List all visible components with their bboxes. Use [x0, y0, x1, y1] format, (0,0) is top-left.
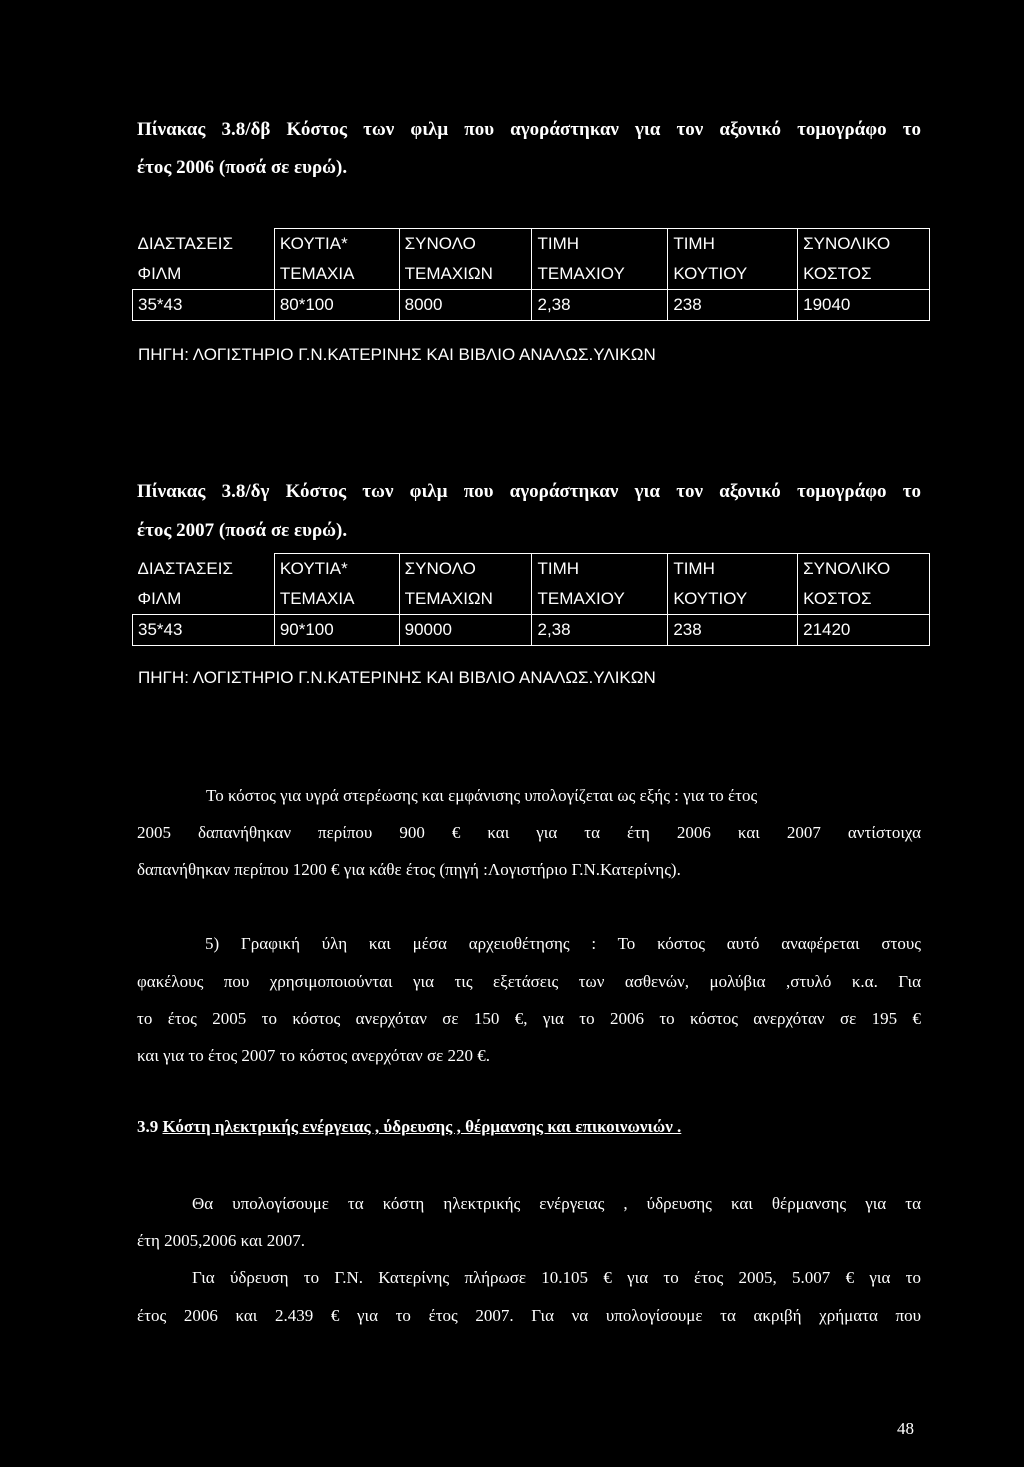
table2-header-cell: ΦΙΛΜ — [133, 584, 275, 615]
table2 — [132, 553, 930, 646]
table1-header-cell: ΤΕΜΑΧΙΟΥ — [532, 259, 668, 290]
table1-header-cell: ΤΕΜΑΧΙΩΝ — [399, 259, 532, 290]
table1-header-cell: ΚΟΥΤΙΟΥ — [668, 259, 798, 290]
section-number: 3.9 — [137, 1117, 159, 1136]
table2-source: ΠΗΓΗ: ΛΟΓΙΣΤΗΡΙΟ Γ.Ν.ΚΑΤΕΡΙΝΗΣ ΚΑΙ ΒΙΒΛΙΟ ΑΝΑΛΩΣ.ΥΛΙΚΩΝ — [138, 668, 656, 687]
table1-source: ΠΗΓΗ: ΛΟΓΙΣΤΗΡΙΟ Γ.Ν.ΚΑΤΕΡΙΝΗΣ ΚΑΙ ΒΙΒΛΙΟ ΑΝΑΛΩΣ.ΥΛΙΚΩΝ — [138, 345, 656, 364]
table1-caption-line2: έτος 2006 (ποσά σε ευρώ). — [137, 157, 348, 178]
table2-header-cell: ΣΥΝΟΛΟ — [399, 554, 532, 585]
table2-header-cell: ΤΕΜΑΧΙΩΝ — [399, 584, 532, 615]
table1-cell: 35*43 — [133, 290, 275, 321]
table1-header-cell: ΔΙΑΣΤΑΣΕΙΣ — [133, 229, 275, 260]
table2-header-cell: ΔΙΑΣΤΑΣΕΙΣ — [133, 554, 275, 585]
para3-line1: Θα υπολογίσουμε τα κόστη ηλεκτρικής ενέργειας , ύδρευσης και θέρμανσης για τα — [192, 1194, 921, 1213]
table2-header-cell: ΤΕΜΑΧΙΟΥ — [532, 584, 668, 615]
para3-line2: έτη 2005,2006 και 2007. — [137, 1231, 306, 1250]
table1-cell: 80*100 — [274, 290, 399, 321]
table2-header-row2 — [133, 584, 930, 615]
table2-header-cell: ΤΙΜΗ — [532, 554, 668, 585]
table2-header-cell: ΤΙΜΗ — [668, 554, 798, 585]
page-number: 48 — [897, 1419, 914, 1438]
table2-header-cell: ΚΟΥΤΙΟΥ — [668, 584, 798, 615]
para2-line3: το έτος 2005 το κόστος ανερχόταν σε 150 €, για το 2006 το κόστος ανερχόταν σε 195 € — [137, 1009, 921, 1028]
table1-header-row2 — [133, 259, 930, 290]
para4-line2: έτος 2006 και 2.439 € για το έτος 2007. Για να υπολογίσουμε τα ακριβή χρήματα που — [137, 1306, 921, 1325]
table2-cell: 21420 — [798, 615, 930, 646]
table1-header-cell: ΣΥΝΟΛΙΚΟ — [798, 229, 930, 260]
table2-cell: 90*100 — [274, 615, 399, 646]
table1-cell: 19040 — [798, 290, 930, 321]
table2-cell: 35*43 — [133, 615, 275, 646]
para2-line2: φακέλους που χρησιμοποιούνται για τις εξετάσεις των ασθενών, μολύβια ,στυλό κ.α. Για — [137, 972, 921, 991]
table1-header-cell: ΤΙΜΗ — [668, 229, 798, 260]
table1-cell: 238 — [668, 290, 798, 321]
table1-header-cell: ΤΕΜΑΧΙΑ — [274, 259, 399, 290]
para1-line2: 2005 δαπανήθηκαν περίπου 900 € και για τα έτη 2006 και 2007 αντίστοιχα — [137, 823, 921, 842]
table-row — [133, 615, 930, 646]
table-row — [133, 290, 930, 321]
table2-header-cell: ΚΟΣΤΟΣ — [798, 584, 930, 615]
table1-header-cell: ΤΙΜΗ — [532, 229, 668, 260]
table1-caption-line1: Πίνακας 3.8/δβ Κόστος των φιλμ που αγοράστηκαν για τον αξονικό τομογράφο το — [137, 119, 921, 140]
table2-header-cell: ΣΥΝΟΛΙΚΟ — [798, 554, 930, 585]
table1-header-cell: ΣΥΝΟΛΟ — [399, 229, 532, 260]
table2-header-cell: ΚΟΥΤΙΑ* — [274, 554, 399, 585]
section-title: Κόστη ηλεκτρικής ενέργειας , ύδρευσης , θέρμανσης και επικοινωνιών . — [162, 1117, 682, 1136]
table1-header-cell: ΦΙΛΜ — [133, 259, 275, 290]
para4-line1: Για ύδρευση το Γ.Ν. Κατερίνης πλήρωσε 10.105 € για το έτος 2005, 5.007 € για το — [192, 1268, 921, 1287]
table2-header-cell: ΤΕΜΑΧΙΑ — [274, 584, 399, 615]
table2-cell: 238 — [668, 615, 798, 646]
section-heading — [137, 1117, 681, 1137]
table2-caption-line1: Πίνακας 3.8/δγ Κόστος των φιλμ που αγοράστηκαν για τον αξονικό τομογράφο το — [137, 481, 921, 502]
table1 — [132, 228, 930, 321]
table2-caption-line2: έτος 2007 (ποσά σε ευρώ). — [137, 520, 348, 541]
para1-line3: δαπανήθηκαν περίπου 1200 € για κάθε έτος (πηγή :Λογιστήριο Γ.Ν.Κατερίνης). — [137, 860, 681, 879]
para1-line1: Το κόστος για υγρά στερέωσης και εμφάνισης υπολογίζεται ως εξής : για το έτος — [206, 786, 758, 805]
table1-header-row1 — [133, 229, 930, 260]
table1-header-cell: ΚΟΣΤΟΣ — [798, 259, 930, 290]
table2-cell: 90000 — [399, 615, 532, 646]
table1-cell: 2,38 — [532, 290, 668, 321]
table1-header-cell: ΚΟΥΤΙΑ* — [274, 229, 399, 260]
table1-cell: 8000 — [399, 290, 532, 321]
para2-line4: και για το έτος 2007 το κόστος ανερχόταν σε 220 €. — [137, 1046, 491, 1065]
table2-header-row1 — [133, 554, 930, 585]
para2-line1: 5) Γραφική ύλη και μέσα αρχειοθέτησης : Το κόστος αυτό αναφέρεται στους — [205, 934, 921, 953]
table2-cell: 2,38 — [532, 615, 668, 646]
